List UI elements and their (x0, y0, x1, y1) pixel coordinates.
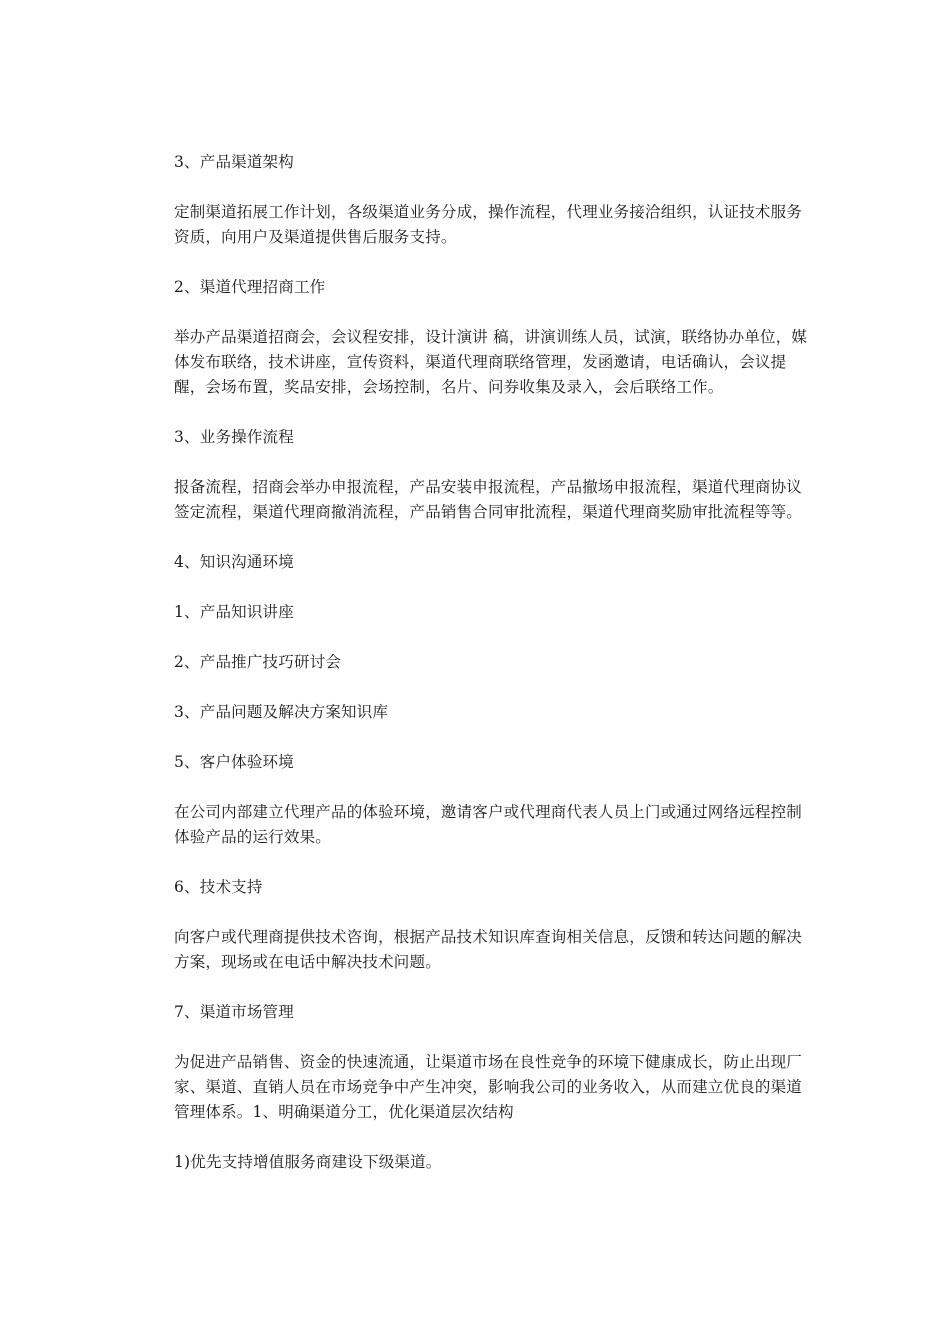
section-heading: 3、产品渠道架构 (174, 153, 294, 171)
list-item: 3、产品问题及解决方案知识库 (174, 703, 389, 721)
body-paragraph: 定制渠道拓展工作计划，各级渠道业务分成，操作流程，代理业务接洽组织，认证技术服务资质，向用户及渠道提供售后服务支持。 (174, 203, 803, 246)
body-paragraph: 举办产品渠道招商会，会议程安排，设计演讲 稿，讲演训练人员，试演，联络协办单位，媒体发布联络，技术讲座，宣传资料，渠道代理商联络管理，发函邀请，电话确认，会议提醒，会场布置，奖品安排，会场控制，名片、问券收集及录入，会后联络工作。 (174, 328, 808, 396)
section-heading: 7、渠道市场管理 (174, 1003, 294, 1021)
section-heading: 6、技术支持 (174, 878, 263, 896)
section-heading: 2、渠道代理招商工作 (174, 278, 326, 296)
section-heading: 4、知识沟通环境 (174, 553, 294, 571)
section-heading: 3、业务操作流程 (174, 428, 294, 446)
body-paragraph: 为促进产品销售、资金的快速流通，让渠道市场在良性竞争的环境下健康成长，防止出现厂家、渠道、直销人员在市场竞争中产生冲突，影响我公司的业务收入，从而建立优良的渠道管理体系。1、明确渠道分工，优化渠道层次结构 (174, 1053, 803, 1121)
list-item: 1)优先支持增值服务商建设下级渠道。 (174, 1153, 442, 1171)
body-paragraph: 向客户或代理商提供技术咨询，根据产品技术知识库查询相关信息，反馈和转达问题的解决方案，现场或在电话中解决技术问题。 (174, 928, 803, 971)
document-body (174, 150, 814, 1175)
list-item: 1、产品知识讲座 (174, 603, 294, 621)
body-paragraph: 报备流程，招商会举办申报流程，产品安装申报流程，产品撤场申报流程，渠道代理商协议签定流程，渠道代理商撤消流程，产品销售合同审批流程，渠道代理商奖励审批流程等等。 (174, 478, 803, 521)
list-item: 2、产品推广技巧研讨会 (174, 653, 342, 671)
body-paragraph: 在公司内部建立代理产品的体验环境，邀请客户或代理商代表人员上门或通过网络远程控制体验产品的运行效果。 (174, 803, 803, 846)
section-heading: 5、客户体验环境 (174, 753, 294, 771)
